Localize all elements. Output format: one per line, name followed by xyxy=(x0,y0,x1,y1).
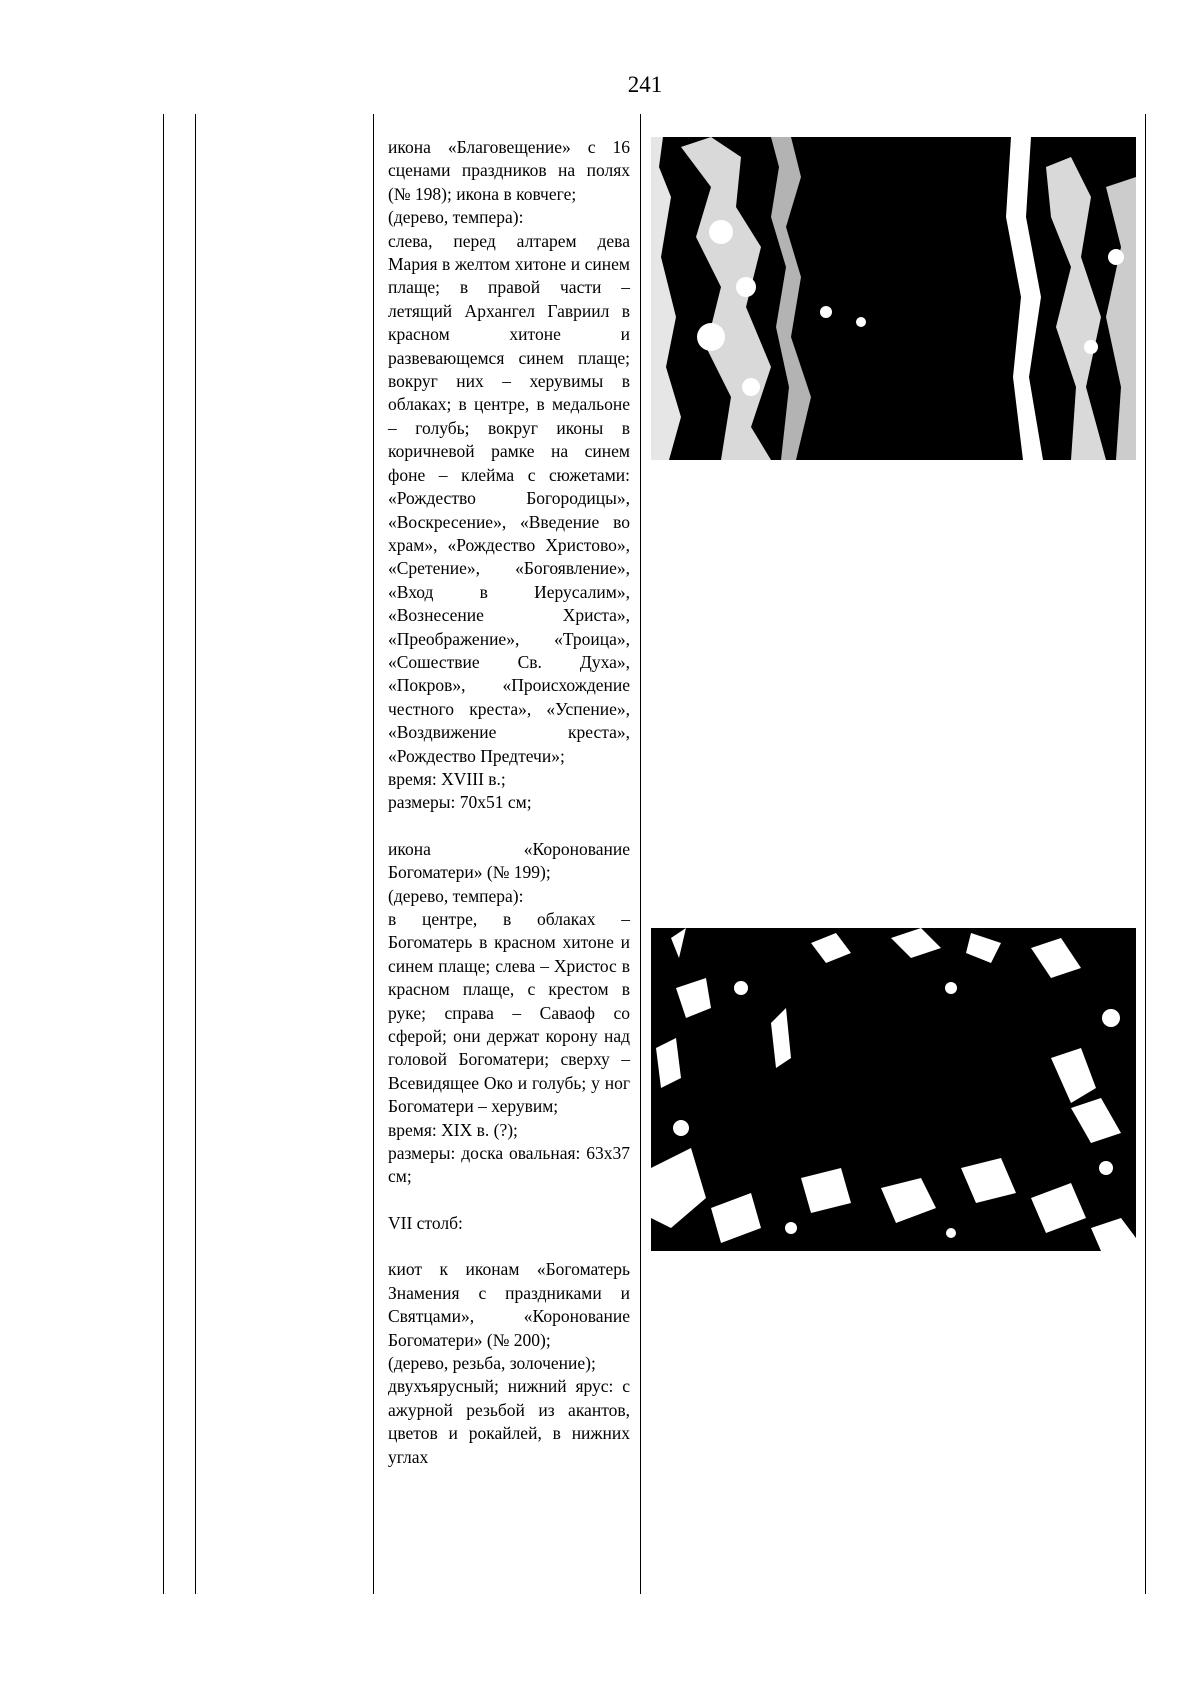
entry-date: время: XIX в. (?); xyxy=(388,1119,518,1140)
photo-annunciation-icon xyxy=(651,137,1136,460)
entry-description: слева, перед алтарем дева Мария в желтом хитоне и синем плаще; в правой части – летящий Архангел Гавриил в красном хитоне и развевающемся синем плаще; вокруг них – херувимы в облаках; в центре, в медальоне – голубь; вокруг иконы в коричневой рамке на синем фоне – клейма с сюжетами: «Рождество Богородицы», «Воскресение», «Введение во храм», «Рождество Христово», «Сретение», «Богоявление», «Вход в Иерусалим», «Вознесение Христа», «Преображение», «Троица», «Сошествие Св. Духа», «Покров», «Происхождение честного креста», «Успение», «Воздвижение креста», «Рождество Предтечи»; xyxy=(388,230,630,766)
entry-description: двухъярусный; нижний ярус: с ажурной резьбой из акантов, цветов и рокайлей, в нижних углах xyxy=(388,1376,630,1467)
entry-date: время: XVIII в.; xyxy=(388,768,506,789)
entry-description: в центре, в облаках – Богоматерь в красном хитоне и синем плаще; слева – Христос в красном плаще, с крестом в руке; справа – Саваоф со сферой; они держат корону над головой Богоматери; сверху – Всевидящее Око и голубь; у ног Богоматери – херувим; xyxy=(388,909,630,1117)
entry-size: размеры: доска овальная: 63х37 см; xyxy=(388,1143,630,1187)
table-border-line xyxy=(1145,114,1146,1594)
entry-size: размеры: 70х51 см; xyxy=(388,792,532,813)
entry-title: икона «Благовещение» с 16 сценами праздников на полях (№ 198); икона в ковчеге; xyxy=(388,137,630,204)
entry-coronation-icon xyxy=(388,838,630,1189)
table-border-line xyxy=(195,114,196,1594)
entry-kiot xyxy=(388,1258,630,1469)
description-column xyxy=(388,136,630,1469)
entry-material: (дерево, темпера): xyxy=(388,885,524,906)
entry-title: киот к иконам «Богоматерь Знамения с праздниками и Святцами», «Коронование Богоматери» (№ 200); xyxy=(388,1259,630,1350)
table-border-line xyxy=(163,114,164,1594)
entry-material: (дерево, резьба, золочение); xyxy=(388,1352,596,1373)
entry-annunciation-icon xyxy=(388,136,630,815)
section-heading: VII столб: xyxy=(388,1212,463,1233)
page-number: 241 xyxy=(627,72,663,97)
table-border-line xyxy=(373,114,374,1594)
entry-material: (дерево, темпера): xyxy=(388,207,524,228)
section-heading-pillar-vii xyxy=(388,1212,630,1235)
entry-title: икона «Коронование Богоматери» (№ 199); xyxy=(388,838,630,883)
table-border-line xyxy=(640,114,641,1594)
photo-coronation-icon xyxy=(651,928,1136,1251)
